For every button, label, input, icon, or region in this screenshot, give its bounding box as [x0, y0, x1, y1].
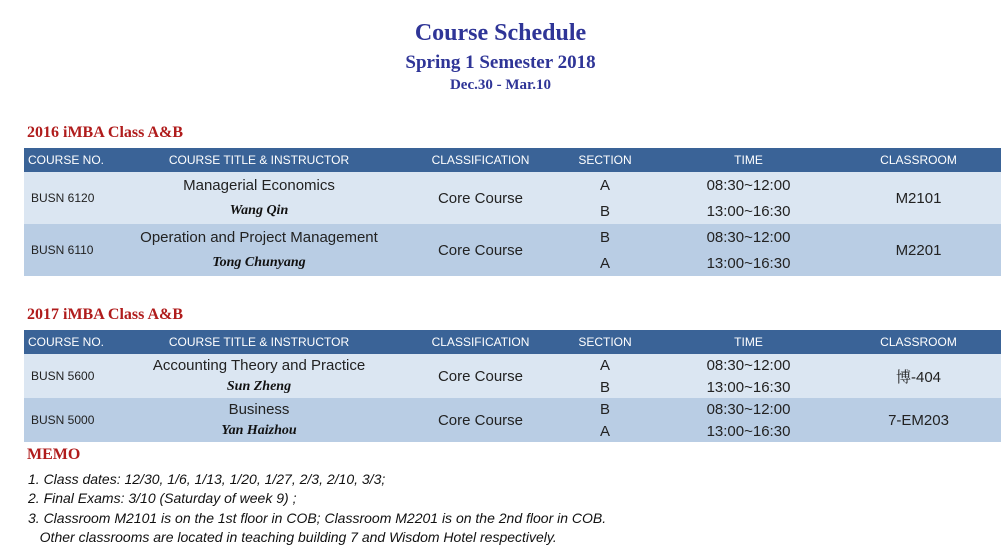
classroom: M2201: [836, 224, 1001, 276]
course-title-cell: [106, 398, 412, 442]
col-classroom: CLASSROOM: [836, 148, 1001, 172]
section-letter: A: [599, 176, 610, 194]
time-slot: 13:00~16:30: [706, 254, 791, 272]
classification: Core Course: [412, 224, 549, 276]
time-slot: 08:30~12:00: [706, 356, 791, 374]
classroom: M2101: [836, 172, 1001, 224]
date-range: Dec.30 - Mar.10: [449, 77, 552, 93]
section-title-2016: 2016 iMBA Class A&B: [27, 124, 184, 141]
course-code: BUSN 5600: [24, 354, 106, 398]
schedule-table-2017: [24, 330, 1001, 442]
section-letter: B: [599, 228, 610, 246]
classroom: 博-404: [836, 354, 1001, 398]
time-cell: [661, 354, 836, 398]
course-code: BUSN 6110: [24, 224, 106, 276]
section-cell: [549, 172, 661, 224]
col-time: TIME: [661, 148, 836, 172]
instructor-name: Wang Qin: [229, 203, 289, 219]
table-row: [24, 398, 1001, 442]
table-row: [24, 354, 1001, 398]
section-letter: B: [599, 378, 610, 396]
course-code: BUSN 6120: [24, 172, 106, 224]
classification: Core Course: [412, 354, 549, 398]
table-header-row: [24, 330, 1001, 354]
course-title: Business: [228, 400, 290, 418]
semester-subtitle: Spring 1 Semester 2018: [405, 52, 596, 73]
time-slot: 08:30~12:00: [706, 176, 791, 194]
course-title: Managerial Economics: [183, 176, 335, 194]
time-slot: 13:00~16:30: [706, 202, 791, 220]
section-letter: A: [599, 422, 610, 440]
course-title: Accounting Theory and Practice: [152, 356, 366, 374]
col-time: TIME: [661, 330, 836, 354]
section-letter: A: [599, 254, 610, 272]
col-course-title: COURSE TITLE & INSTRUCTOR: [106, 330, 412, 354]
page-title: Course Schedule: [414, 20, 587, 46]
time-cell: [661, 224, 836, 276]
classification: Core Course: [412, 172, 549, 224]
instructor-name: Yan Haizhou: [221, 423, 297, 439]
course-title-cell: [106, 172, 412, 224]
col-course-title: COURSE TITLE & INSTRUCTOR: [106, 148, 412, 172]
section-letter: B: [599, 400, 610, 418]
table-row: [24, 172, 1001, 224]
time-slot: 13:00~16:30: [706, 422, 791, 440]
section-cell: [549, 224, 661, 276]
schedule-table-2016: [24, 148, 1001, 276]
col-course-no: COURSE NO.: [24, 330, 106, 354]
section-cell: [549, 354, 661, 398]
section-letter: B: [599, 202, 610, 220]
time-cell: [661, 172, 836, 224]
time-cell: [661, 398, 836, 442]
section-title-2017: 2017 iMBA Class A&B: [27, 306, 184, 323]
col-course-no: COURSE NO.: [24, 148, 106, 172]
memo-line: Other classrooms are located in teaching building 7 and Wisdom Hotel respectively.: [28, 529, 557, 545]
section-letter: A: [599, 356, 610, 374]
col-section: SECTION: [549, 330, 661, 354]
course-title-cell: [106, 224, 412, 276]
col-section: SECTION: [549, 148, 661, 172]
course-title: Operation and Project Management: [140, 228, 378, 246]
time-slot: 13:00~16:30: [706, 378, 791, 396]
memo-title: MEMO: [27, 446, 81, 463]
col-classification: CLASSIFICATION: [412, 148, 549, 172]
section-cell: [549, 398, 661, 442]
classification: Core Course: [412, 398, 549, 442]
course-title-cell: [106, 354, 412, 398]
time-slot: 08:30~12:00: [706, 400, 791, 418]
memo-line: 2. Final Exams: 3/10 (Saturday of week 9) ;: [28, 490, 297, 506]
memo-line: 1. Class dates: 12/30, 1/6, 1/13, 1/20, 1/27, 2/3, 2/10, 3/3;: [28, 471, 386, 487]
table-header-row: [24, 148, 1001, 172]
table-row: [24, 224, 1001, 276]
time-slot: 08:30~12:00: [706, 228, 791, 246]
col-classification: CLASSIFICATION: [412, 330, 549, 354]
classroom: 7-EM203: [836, 398, 1001, 442]
course-code: BUSN 5000: [24, 398, 106, 442]
col-classroom: CLASSROOM: [836, 330, 1001, 354]
instructor-name: Tong Chunyang: [212, 255, 306, 271]
memo-line: 3. Classroom M2101 is on the 1st floor in COB; Classroom M2201 is on the 2nd floor in COB.: [28, 510, 607, 526]
instructor-name: Sun Zheng: [226, 379, 292, 395]
